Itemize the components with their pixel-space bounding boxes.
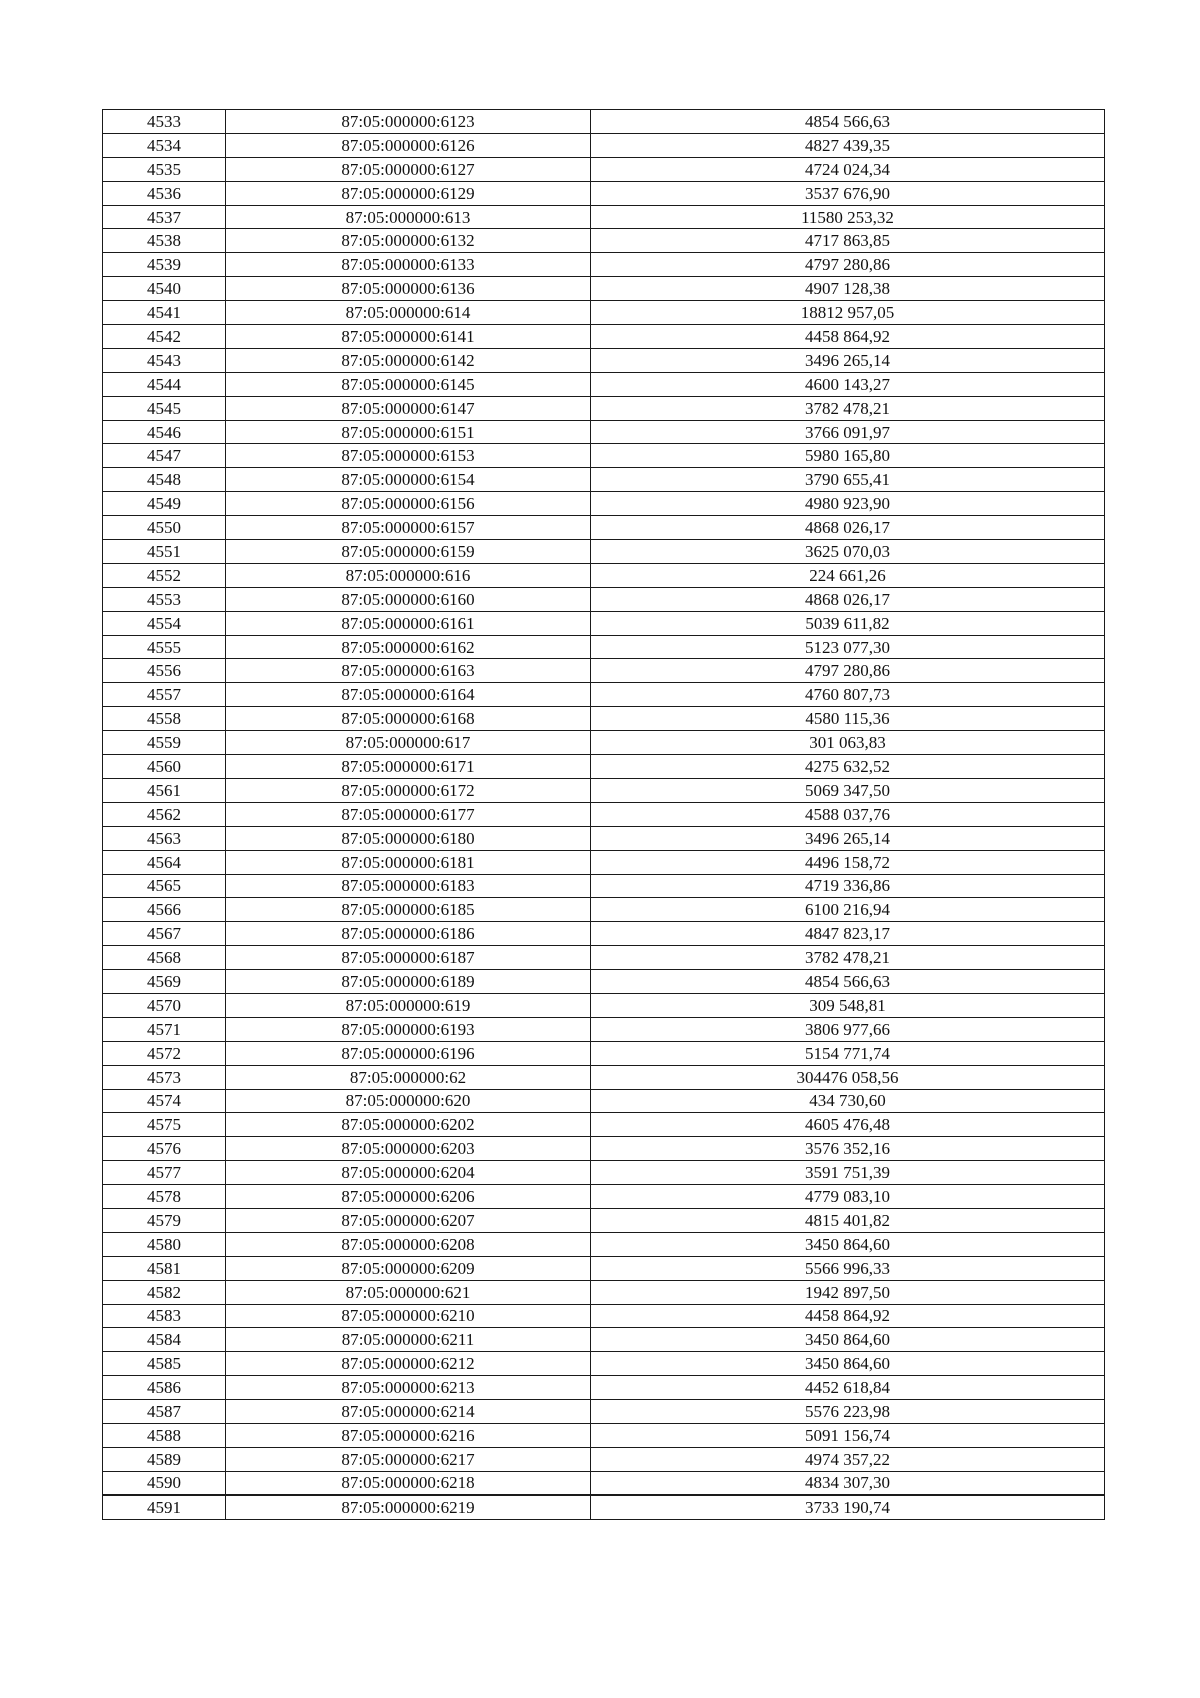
cadastral-number-cell: 87:05:000000:6186 [226, 922, 591, 946]
cadastral-number-cell: 87:05:000000:6214 [226, 1400, 591, 1424]
row-number-cell: 4588 [103, 1423, 226, 1447]
cadastral-value-cell: 5039 611,82 [591, 611, 1105, 635]
table-row [103, 802, 1105, 826]
table-row [103, 277, 1105, 301]
row-number-cell: 4553 [103, 587, 226, 611]
row-number-cell: 4579 [103, 1208, 226, 1232]
cadastral-value-cell: 301 063,83 [591, 731, 1105, 755]
row-number-cell: 4559 [103, 731, 226, 755]
cadastral-number-cell: 87:05:000000:6181 [226, 850, 591, 874]
table-row [103, 1400, 1105, 1424]
row-number-cell: 4578 [103, 1185, 226, 1209]
row-number-cell: 4537 [103, 205, 226, 229]
cadastral-number-cell: 87:05:000000:6217 [226, 1447, 591, 1471]
cadastral-number-cell: 87:05:000000:6193 [226, 1017, 591, 1041]
table-row [103, 1208, 1105, 1232]
table-row [103, 1376, 1105, 1400]
cadastral-value-cell: 304476 058,56 [591, 1065, 1105, 1089]
table-row [103, 993, 1105, 1017]
table-row [103, 731, 1105, 755]
row-number-cell: 4550 [103, 516, 226, 540]
table-row [103, 348, 1105, 372]
cadastral-value-cell: 3766 091,97 [591, 420, 1105, 444]
row-number-cell: 4565 [103, 874, 226, 898]
cadastral-value-cell: 4458 864,92 [591, 325, 1105, 349]
table-row [103, 707, 1105, 731]
table-row [103, 635, 1105, 659]
cadastral-number-cell: 87:05:000000:6129 [226, 181, 591, 205]
cadastral-value-cell: 3496 265,14 [591, 826, 1105, 850]
cadastral-number-cell: 87:05:000000:6163 [226, 659, 591, 683]
cadastral-value-cell: 4760 807,73 [591, 683, 1105, 707]
table-row [103, 205, 1105, 229]
row-number-cell: 4576 [103, 1137, 226, 1161]
row-number-cell: 4543 [103, 348, 226, 372]
cadastral-number-cell: 87:05:000000:6161 [226, 611, 591, 635]
cadastral-value-cell: 4907 128,38 [591, 277, 1105, 301]
row-number-cell: 4573 [103, 1065, 226, 1089]
table-row [103, 1328, 1105, 1352]
row-number-cell: 4572 [103, 1041, 226, 1065]
row-number-cell: 4567 [103, 922, 226, 946]
cadastral-value-cell: 3790 655,41 [591, 468, 1105, 492]
row-number-cell: 4533 [103, 110, 226, 134]
row-number-cell: 4548 [103, 468, 226, 492]
cadastral-number-cell: 87:05:000000:6156 [226, 492, 591, 516]
cadastral-number-cell: 87:05:000000:6213 [226, 1376, 591, 1400]
table-row [103, 492, 1105, 516]
cadastral-number-cell: 87:05:000000:617 [226, 731, 591, 755]
table-row [103, 1185, 1105, 1209]
cadastral-number-cell: 87:05:000000:616 [226, 563, 591, 587]
cadastral-number-cell: 87:05:000000:6216 [226, 1423, 591, 1447]
table-row [103, 778, 1105, 802]
table-row [103, 516, 1105, 540]
cadastral-number-cell: 87:05:000000:6172 [226, 778, 591, 802]
cadastral-number-cell: 87:05:000000:6127 [226, 157, 591, 181]
cadastral-value-cell: 1942 897,50 [591, 1280, 1105, 1304]
cadastral-value-cell: 5154 771,74 [591, 1041, 1105, 1065]
row-number-cell: 4589 [103, 1447, 226, 1471]
row-number-cell: 4554 [103, 611, 226, 635]
table-row [103, 587, 1105, 611]
cadastral-value-cell: 224 661,26 [591, 563, 1105, 587]
cadastral-number-cell: 87:05:000000:621 [226, 1280, 591, 1304]
table-row [103, 1041, 1105, 1065]
cadastral-value-cell: 3450 864,60 [591, 1328, 1105, 1352]
row-number-cell: 4557 [103, 683, 226, 707]
row-number-cell: 4580 [103, 1232, 226, 1256]
cadastral-number-cell: 87:05:000000:6204 [226, 1161, 591, 1185]
cadastral-number-cell: 87:05:000000:6207 [226, 1208, 591, 1232]
cadastral-number-cell: 87:05:000000:6189 [226, 970, 591, 994]
cadastral-value-cell: 5123 077,30 [591, 635, 1105, 659]
cadastral-value-cell: 4719 336,86 [591, 874, 1105, 898]
row-number-cell: 4581 [103, 1256, 226, 1280]
table-row [103, 229, 1105, 253]
cadastral-number-cell: 87:05:000000:6141 [226, 325, 591, 349]
table-row [103, 1065, 1105, 1089]
cadastral-number-cell: 87:05:000000:6136 [226, 277, 591, 301]
cadastral-value-cell: 4724 024,34 [591, 157, 1105, 181]
cadastral-number-cell: 87:05:000000:6142 [226, 348, 591, 372]
cadastral-number-cell: 87:05:000000:6123 [226, 110, 591, 134]
cadastral-number-cell: 87:05:000000:6164 [226, 683, 591, 707]
cadastral-value-cell: 4496 158,72 [591, 850, 1105, 874]
cadastral-value-cell: 3782 478,21 [591, 396, 1105, 420]
row-number-cell: 4542 [103, 325, 226, 349]
cadastral-value-cell: 5566 996,33 [591, 1256, 1105, 1280]
table-row [103, 970, 1105, 994]
cadastral-value-cell: 4797 280,86 [591, 659, 1105, 683]
row-number-cell: 4551 [103, 540, 226, 564]
table-row [103, 946, 1105, 970]
table-row [103, 1423, 1105, 1447]
cadastral-number-cell: 87:05:000000:6151 [226, 420, 591, 444]
table-row [103, 1447, 1105, 1471]
cadastral-value-cell: 3733 190,74 [591, 1495, 1105, 1519]
cadastral-value-cell: 18812 957,05 [591, 301, 1105, 325]
row-number-cell: 4534 [103, 133, 226, 157]
cadastral-number-cell: 87:05:000000:6126 [226, 133, 591, 157]
table-row [103, 1137, 1105, 1161]
table-row [103, 396, 1105, 420]
cadastral-number-cell: 87:05:000000:6162 [226, 635, 591, 659]
cadastral-value-cell: 309 548,81 [591, 993, 1105, 1017]
cadastral-value-cell: 3537 676,90 [591, 181, 1105, 205]
cadastral-number-cell: 87:05:000000:6218 [226, 1471, 591, 1495]
cadastral-value-cell: 434 730,60 [591, 1089, 1105, 1113]
row-number-cell: 4591 [103, 1495, 226, 1519]
row-number-cell: 4545 [103, 396, 226, 420]
row-number-cell: 4590 [103, 1471, 226, 1495]
row-number-cell: 4585 [103, 1352, 226, 1376]
cadastral-value-cell: 4868 026,17 [591, 516, 1105, 540]
cadastral-number-cell: 87:05:000000:6210 [226, 1304, 591, 1328]
cadastral-number-cell: 87:05:000000:6206 [226, 1185, 591, 1209]
table-row [103, 181, 1105, 205]
table-row [103, 1280, 1105, 1304]
table-row [103, 420, 1105, 444]
row-number-cell: 4540 [103, 277, 226, 301]
row-number-cell: 4583 [103, 1304, 226, 1328]
table-row [103, 826, 1105, 850]
cadastral-number-cell: 87:05:000000:613 [226, 205, 591, 229]
cadastral-value-cell: 4868 026,17 [591, 587, 1105, 611]
table-row [103, 898, 1105, 922]
cadastral-value-cell: 3806 977,66 [591, 1017, 1105, 1041]
row-number-cell: 4575 [103, 1113, 226, 1137]
row-number-cell: 4564 [103, 850, 226, 874]
table-row [103, 1089, 1105, 1113]
cadastral-number-cell: 87:05:000000:6157 [226, 516, 591, 540]
cadastral-number-cell: 87:05:000000:62 [226, 1065, 591, 1089]
row-number-cell: 4547 [103, 444, 226, 468]
row-number-cell: 4546 [103, 420, 226, 444]
cadastral-number-cell: 87:05:000000:6145 [226, 372, 591, 396]
row-number-cell: 4571 [103, 1017, 226, 1041]
table-row [103, 1113, 1105, 1137]
table-row [103, 1232, 1105, 1256]
row-number-cell: 4539 [103, 253, 226, 277]
cadastral-value-cell: 4974 357,22 [591, 1447, 1105, 1471]
table-row [103, 850, 1105, 874]
table-row [103, 253, 1105, 277]
row-number-cell: 4570 [103, 993, 226, 1017]
row-number-cell: 4561 [103, 778, 226, 802]
row-number-cell: 4568 [103, 946, 226, 970]
table-row [103, 1304, 1105, 1328]
cadastral-value-cell: 4458 864,92 [591, 1304, 1105, 1328]
cadastral-number-cell: 87:05:000000:6177 [226, 802, 591, 826]
cadastral-number-cell: 87:05:000000:6171 [226, 755, 591, 779]
row-number-cell: 4582 [103, 1280, 226, 1304]
row-number-cell: 4544 [103, 372, 226, 396]
row-number-cell: 4587 [103, 1400, 226, 1424]
cadastral-value-cell: 3782 478,21 [591, 946, 1105, 970]
cadastral-number-cell: 87:05:000000:6185 [226, 898, 591, 922]
table-row [103, 659, 1105, 683]
cadastral-value-cell: 4797 280,86 [591, 253, 1105, 277]
cadastral-value-cell: 5091 156,74 [591, 1423, 1105, 1447]
table-row [103, 444, 1105, 468]
table-row [103, 110, 1105, 134]
cadastral-number-cell: 87:05:000000:6133 [226, 253, 591, 277]
table-row [103, 874, 1105, 898]
cadastral-number-cell: 87:05:000000:6147 [226, 396, 591, 420]
cadastral-number-cell: 87:05:000000:6212 [226, 1352, 591, 1376]
cadastral-value-cell: 3450 864,60 [591, 1232, 1105, 1256]
cadastral-value-cell: 4834 307,30 [591, 1471, 1105, 1495]
cadastral-number-cell: 87:05:000000:6208 [226, 1232, 591, 1256]
row-number-cell: 4541 [103, 301, 226, 325]
cadastral-number-cell: 87:05:000000:619 [226, 993, 591, 1017]
cadastral-value-cell: 5980 165,80 [591, 444, 1105, 468]
table-row [103, 563, 1105, 587]
row-number-cell: 4535 [103, 157, 226, 181]
cadastral-value-cell: 5576 223,98 [591, 1400, 1105, 1424]
cadastral-value-cell: 4779 083,10 [591, 1185, 1105, 1209]
row-number-cell: 4552 [103, 563, 226, 587]
table-row [103, 301, 1105, 325]
cadastral-number-cell: 87:05:000000:6180 [226, 826, 591, 850]
cadastral-value-cell: 11580 253,32 [591, 205, 1105, 229]
row-number-cell: 4577 [103, 1161, 226, 1185]
cadastral-value-cell: 4588 037,76 [591, 802, 1105, 826]
row-number-cell: 4566 [103, 898, 226, 922]
table-row [103, 157, 1105, 181]
cadastral-value-cell: 4452 618,84 [591, 1376, 1105, 1400]
row-number-cell: 4560 [103, 755, 226, 779]
cadastral-number-cell: 87:05:000000:6203 [226, 1137, 591, 1161]
cadastral-number-cell: 87:05:000000:6202 [226, 1113, 591, 1137]
cadastral-number-cell: 87:05:000000:6209 [226, 1256, 591, 1280]
table-row [103, 540, 1105, 564]
table-row [103, 1256, 1105, 1280]
cadastral-number-cell: 87:05:000000:6211 [226, 1328, 591, 1352]
cadastral-value-cell: 6100 216,94 [591, 898, 1105, 922]
cadastral-value-cell: 4854 566,63 [591, 110, 1105, 134]
cadastral-value-cell: 4815 401,82 [591, 1208, 1105, 1232]
cadastral-number-cell: 87:05:000000:6219 [226, 1495, 591, 1519]
table-row [103, 325, 1105, 349]
cadastral-value-cell: 4827 439,35 [591, 133, 1105, 157]
cadastral-value-cell: 4717 863,85 [591, 229, 1105, 253]
table-row [103, 468, 1105, 492]
cadastral-value-cell: 4580 115,36 [591, 707, 1105, 731]
cadastral-value-cell: 3576 352,16 [591, 1137, 1105, 1161]
cadastral-value-table [102, 109, 1105, 1520]
table-row [103, 1495, 1105, 1519]
row-number-cell: 4569 [103, 970, 226, 994]
row-number-cell: 4584 [103, 1328, 226, 1352]
cadastral-value-cell: 4980 923,90 [591, 492, 1105, 516]
row-number-cell: 4558 [103, 707, 226, 731]
table-row [103, 1017, 1105, 1041]
cadastral-value-cell: 3450 864,60 [591, 1352, 1105, 1376]
cadastral-number-cell: 87:05:000000:6132 [226, 229, 591, 253]
table-row [103, 372, 1105, 396]
row-number-cell: 4536 [103, 181, 226, 205]
row-number-cell: 4555 [103, 635, 226, 659]
row-number-cell: 4538 [103, 229, 226, 253]
cadastral-value-cell: 3625 070,03 [591, 540, 1105, 564]
cadastral-number-cell: 87:05:000000:614 [226, 301, 591, 325]
cadastral-value-cell: 3591 751,39 [591, 1161, 1105, 1185]
table-row [103, 611, 1105, 635]
row-number-cell: 4562 [103, 802, 226, 826]
cadastral-value-cell: 5069 347,50 [591, 778, 1105, 802]
row-number-cell: 4549 [103, 492, 226, 516]
table-row [103, 922, 1105, 946]
cadastral-number-cell: 87:05:000000:620 [226, 1089, 591, 1113]
cadastral-number-cell: 87:05:000000:6153 [226, 444, 591, 468]
row-number-cell: 4586 [103, 1376, 226, 1400]
row-number-cell: 4574 [103, 1089, 226, 1113]
table-row [103, 1161, 1105, 1185]
cadastral-value-cell: 3496 265,14 [591, 348, 1105, 372]
table-row [103, 133, 1105, 157]
cadastral-number-cell: 87:05:000000:6168 [226, 707, 591, 731]
table-body [103, 110, 1105, 1520]
cadastral-value-cell: 4854 566,63 [591, 970, 1105, 994]
table-row [103, 755, 1105, 779]
table-row [103, 1471, 1105, 1495]
cadastral-value-cell: 4600 143,27 [591, 372, 1105, 396]
cadastral-value-cell: 4847 823,17 [591, 922, 1105, 946]
cadastral-value-cell: 4605 476,48 [591, 1113, 1105, 1137]
cadastral-number-cell: 87:05:000000:6183 [226, 874, 591, 898]
cadastral-number-cell: 87:05:000000:6159 [226, 540, 591, 564]
row-number-cell: 4563 [103, 826, 226, 850]
cadastral-number-cell: 87:05:000000:6187 [226, 946, 591, 970]
cadastral-value-cell: 4275 632,52 [591, 755, 1105, 779]
cadastral-number-cell: 87:05:000000:6154 [226, 468, 591, 492]
cadastral-number-cell: 87:05:000000:6160 [226, 587, 591, 611]
table-row [103, 1352, 1105, 1376]
row-number-cell: 4556 [103, 659, 226, 683]
table-row [103, 683, 1105, 707]
cadastral-number-cell: 87:05:000000:6196 [226, 1041, 591, 1065]
